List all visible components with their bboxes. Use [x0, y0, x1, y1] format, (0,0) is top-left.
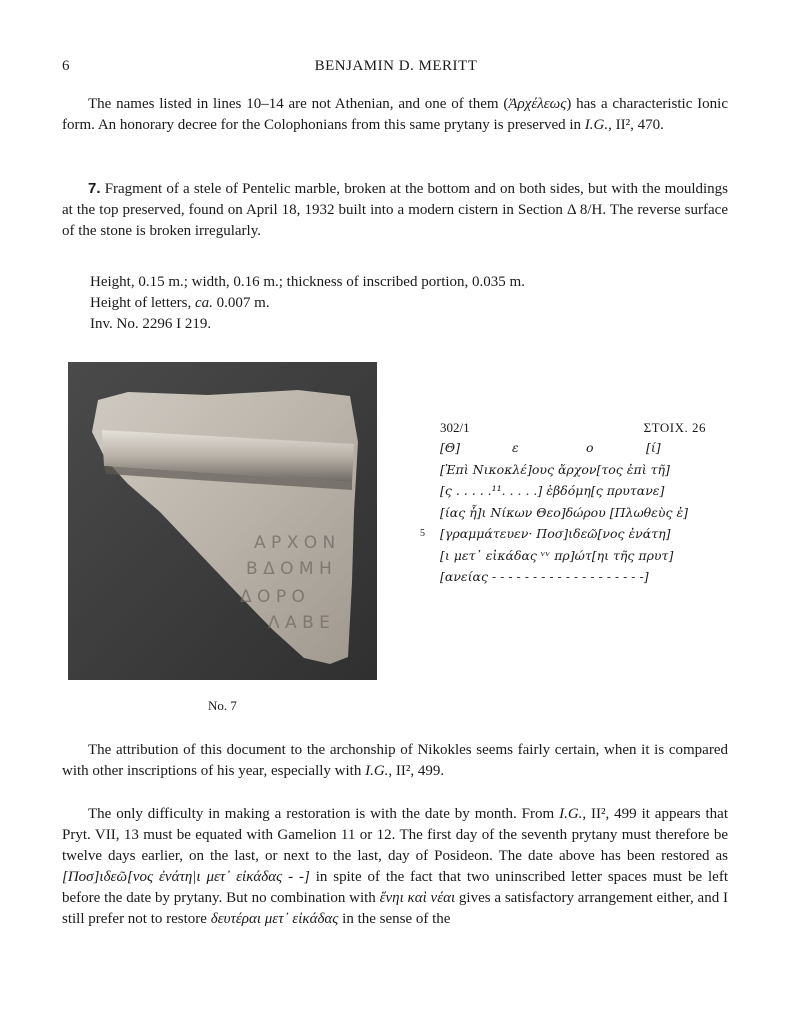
- entry-description: [62, 178, 728, 242]
- running-head-author: BENJAMIN D. MERITT: [314, 58, 478, 74]
- text-run: The attribution of this document to the archonship of Nikokles seems fairly certain, when it is compared with other inscriptions of his year, especially with: [62, 742, 728, 779]
- greek-restoration: [Ποσ]ιδεῶ[νος ἐνάτη|ι μετ᾽ εἰκάδας - -]: [62, 869, 310, 885]
- text-run: The names listed in lines 10–14 are not Athenian, and one of them (: [88, 96, 509, 112]
- line-text: [ι μετ᾽ εἰκάδας ᵛᵛ πρ]ώτ[ηι τῆς πρυτ]: [440, 547, 674, 563]
- stone-fragment-image: [68, 362, 377, 680]
- greek-phrase: ἕνηι καὶ νέαι: [379, 890, 456, 906]
- heading-char: [ί]: [646, 440, 661, 455]
- svg-text:Α Ρ Χ Ο Ν: Α Ρ Χ Ο Ν: [254, 533, 336, 553]
- paragraph-difficulty: [62, 804, 728, 930]
- paragraph-intro: [62, 94, 728, 136]
- stoichedon-label: ΣΤΟΙΧ. 26: [643, 420, 706, 435]
- text-run: , II², 499.: [388, 763, 445, 779]
- text-run: Height of letters,: [90, 295, 195, 311]
- greek-word: Ἀρχέλεως: [508, 96, 567, 112]
- line-text: [ανείας - - - - - - - - - - - - - - - - - - -]: [440, 569, 649, 584]
- svg-text:Λ Α Β Ε: Λ Α Β Ε: [268, 613, 330, 633]
- line-number: 5: [420, 528, 425, 539]
- citation-ig: I.G.: [559, 806, 583, 822]
- letter-height-line: [90, 293, 690, 314]
- running-head: [62, 58, 730, 80]
- svg-text:Δ Ο Ρ Ο: Δ Ο Ρ Ο: [240, 587, 305, 607]
- text-run: , II², 499 it appears that Pryt. VII, 13 must be equated with Gamelion 11 or 12. The first day of the seventh prytany must therefore be twelve days earlier, on the last, or next to the last, day of Posideon. The date above has been restored as: [62, 806, 728, 864]
- line-text: [Ἐπὶ Νικοκλέ]ους ἄρχον[τος ἐπὶ τῆ]: [440, 461, 670, 477]
- text-run: in the sense of the: [338, 911, 451, 927]
- inscription-line: [420, 462, 720, 484]
- text-run: The only difficulty in making a restoration is with the date by month. From: [88, 806, 560, 822]
- dimensions-line: Height, 0.15 m.; width, 0.16 m.; thickness of inscribed portion, 0.035 m.: [90, 274, 525, 290]
- text-run: in spite of the fact that two uninscribed letter spaces must be left before the date by prytany. But no combination with: [62, 869, 728, 906]
- text-run: 0.007 m.: [212, 295, 270, 311]
- inventory-line: Inv. No. 2296 I 219.: [90, 316, 212, 332]
- citation-ig: I.G.: [584, 117, 609, 133]
- greek-phrase: δευτέραι μετ᾽ εἰκάδας: [210, 911, 339, 927]
- inscription-header: [420, 420, 720, 440]
- citation-ig: I.G.: [365, 763, 389, 779]
- abbr-circa: ca.: [194, 295, 213, 311]
- inscription-text: [420, 420, 720, 591]
- heading-char: ο: [586, 440, 594, 455]
- line-text: [γραμμάτευεν· Ποσ]ιδεῶ[νος ἐνάτη]: [440, 526, 671, 541]
- heading-char: ε: [512, 440, 519, 455]
- svg-text:Β Δ Ο Μ Η: Β Δ Ο Μ Η: [246, 559, 332, 579]
- text-run: gives a satisfactory arrangement either, and I still prefer not to restore: [62, 890, 728, 927]
- inscription-line: [420, 569, 720, 591]
- inscription-heading-line: [420, 440, 720, 462]
- inscription-line: [420, 548, 720, 570]
- entry-metadata: [90, 272, 690, 335]
- inscription-line: [420, 483, 720, 505]
- inscription-date: 302/1: [440, 420, 470, 435]
- text-run: ) has a characteristic Ionic form. An honorary decree for the Colophonians from this same prytany is preserved in: [62, 96, 728, 133]
- page-number: 6: [62, 58, 70, 74]
- photo-caption: No. 7: [208, 698, 237, 713]
- stone-photograph: [68, 362, 377, 680]
- inscription-line: [420, 505, 720, 527]
- paragraph-attribution: [62, 740, 728, 782]
- entry-number: 7.: [88, 180, 101, 197]
- inscription-line: [420, 526, 720, 548]
- text-run: , II², 470.: [608, 117, 664, 133]
- line-text: [ίας ἧ]ι Νίκων Θεο]δώρου [Πλωθεὺς ἐ]: [440, 504, 689, 520]
- heading-char: [Θ]: [440, 440, 461, 455]
- entry-text: Fragment of a stele of Pentelic marble, broken at the bottom and on both sides, but with the mouldings at the top preserved, found on April 18, 1932 built into a modern cistern in Section Δ 8/H. The reverse surface of the stone is broken irregularly.: [62, 181, 728, 239]
- line-text: [ς . . . . .¹¹. . . . .] ἑβδόμη[ς πρυτανε]: [440, 483, 665, 498]
